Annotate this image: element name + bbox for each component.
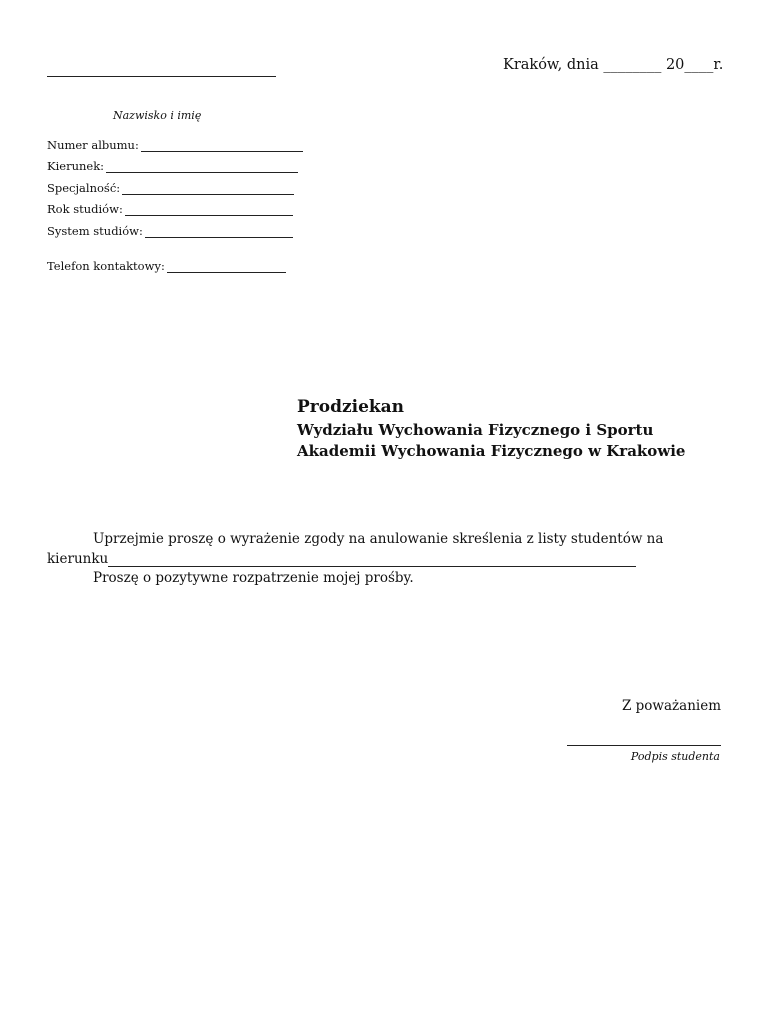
field-label: Telefon kontaktowy:: [47, 259, 165, 273]
date-line: Kraków, dnia ________ 20____r.: [503, 57, 724, 73]
field-specialization: [47, 181, 294, 195]
signature-label: Podpis studenta: [630, 750, 720, 763]
addressee-title: Prodziekan: [297, 397, 405, 417]
field-label: Kierunek:: [47, 159, 105, 173]
course-blank-line: [108, 554, 636, 567]
regards-text: Z poważaniem: [621, 698, 721, 714]
signature-line: [567, 745, 721, 746]
request-paragraph: Uprzejmie proszę o wyrażenie zgody na anulowanie skreślenia z listy studentów na: [93, 531, 664, 547]
course-word: kierunku: [47, 551, 109, 567]
field-label: Numer albumu:: [47, 138, 139, 152]
field-study-system: [47, 224, 293, 238]
field-blank-line: [125, 205, 293, 216]
field-year-of-study: [47, 202, 293, 216]
closing-request: Proszę o pozytywne rozpatrzenie mojej prośby.: [93, 570, 414, 586]
name-label: Nazwisko i imię: [113, 109, 202, 122]
field-label: Specjalność:: [47, 181, 121, 195]
field-blank-line: [122, 184, 294, 195]
addressee-faculty: Wydziału Wychowania Fizycznego i Sportu: [297, 421, 654, 439]
field-label: Rok studiów:: [47, 202, 123, 216]
field-course: [47, 159, 298, 173]
field-label: System studiów:: [47, 224, 143, 238]
field-blank-line: [141, 141, 303, 152]
field-blank-line: [167, 262, 286, 273]
field-blank-line: [106, 162, 298, 173]
field-phone: [47, 259, 286, 273]
request-paragraph-continued: [47, 551, 636, 567]
field-blank-line: [145, 227, 293, 238]
addressee-academy: Akademii Wychowania Fizycznego w Krakowie: [297, 442, 686, 460]
field-album-number: [47, 138, 303, 152]
name-blank-line: [47, 76, 276, 77]
